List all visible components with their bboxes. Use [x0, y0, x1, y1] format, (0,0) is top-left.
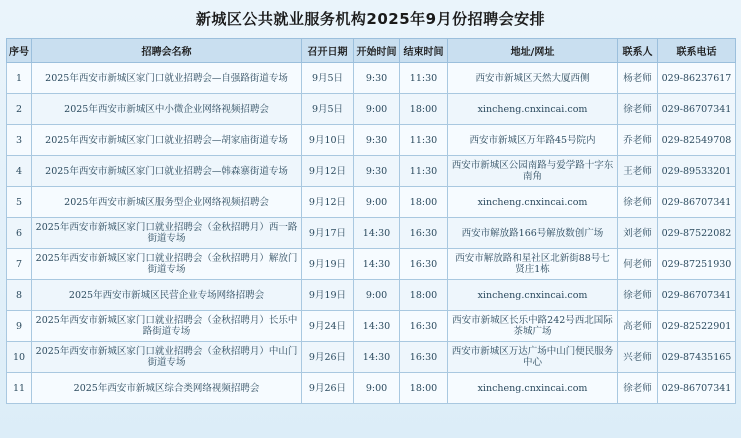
cell-date: 9月12日 — [302, 156, 354, 187]
cell-name: 2025年西安市新城区家门口就业招聘会—胡家庙街道专场 — [32, 125, 302, 156]
cell-no: 11 — [7, 373, 32, 404]
cell-end: 11:30 — [400, 125, 448, 156]
table-row — [7, 94, 736, 125]
cell-date: 9月19日 — [302, 249, 354, 280]
page-title: 新城区公共就业服务机构2025年9月份招聘会安排 — [195, 10, 546, 28]
cell-no: 7 — [7, 249, 32, 280]
table-row — [7, 311, 736, 342]
cell-address: xincheng.cnxincai.com — [448, 187, 618, 218]
cell-end: 18:00 — [400, 373, 448, 404]
cell-start: 14:30 — [354, 311, 400, 342]
cell-name: 2025年西安市新城区家门口就业招聘会（金秋招聘月）长乐中路街道专场 — [32, 311, 302, 342]
cell-date: 9月5日 — [302, 94, 354, 125]
cell-no: 9 — [7, 311, 32, 342]
cell-end: 11:30 — [400, 63, 448, 94]
cell-end: 16:30 — [400, 249, 448, 280]
cell-contact: 高老师 — [618, 311, 658, 342]
cell-end: 16:30 — [400, 311, 448, 342]
cell-name: 2025年西安市新城区家门口就业招聘会—韩森寨街道专场 — [32, 156, 302, 187]
cell-phone: 029-86707341 — [658, 373, 736, 404]
cell-no: 6 — [7, 218, 32, 249]
cell-start: 9:00 — [354, 373, 400, 404]
cell-contact: 乔老师 — [618, 125, 658, 156]
cell-date: 9月19日 — [302, 280, 354, 311]
header-phone: 联系电话 — [658, 39, 736, 63]
cell-address: 西安市新城区万年路45号院内 — [448, 125, 618, 156]
table-row — [7, 373, 736, 404]
cell-phone: 029-86707341 — [658, 187, 736, 218]
cell-no: 3 — [7, 125, 32, 156]
cell-date: 9月26日 — [302, 342, 354, 373]
cell-date: 9月24日 — [302, 311, 354, 342]
cell-contact: 杨老师 — [618, 63, 658, 94]
cell-start: 9:00 — [354, 280, 400, 311]
header-date: 召开日期 — [302, 39, 354, 63]
cell-start: 9:00 — [354, 187, 400, 218]
cell-address: 西安市新城区公园南路与爱学路十字东南角 — [448, 156, 618, 187]
table-row — [7, 249, 736, 280]
cell-no: 2 — [7, 94, 32, 125]
cell-date: 9月10日 — [302, 125, 354, 156]
cell-address: xincheng.cnxincai.com — [448, 373, 618, 404]
cell-phone: 029-86707341 — [658, 94, 736, 125]
cell-contact: 徐老师 — [618, 280, 658, 311]
cell-address: xincheng.cnxincai.com — [448, 280, 618, 311]
header-contact: 联系人 — [618, 39, 658, 63]
cell-name: 2025年西安市新城区家门口就业招聘会（金秋招聘月）中山门街道专场 — [32, 342, 302, 373]
cell-address: 西安市新城区长乐中路242号西北国际茶城广场 — [448, 311, 618, 342]
table-row — [7, 280, 736, 311]
cell-name: 2025年西安市新城区综合类网络视频招聘会 — [32, 373, 302, 404]
table-row — [7, 218, 736, 249]
cell-contact: 何老师 — [618, 249, 658, 280]
cell-start: 14:30 — [354, 218, 400, 249]
table-row — [7, 63, 736, 94]
cell-start: 9:30 — [354, 125, 400, 156]
cell-no: 5 — [7, 187, 32, 218]
cell-end: 18:00 — [400, 187, 448, 218]
cell-date: 9月26日 — [302, 373, 354, 404]
table-header-row — [7, 39, 736, 63]
cell-end: 18:00 — [400, 280, 448, 311]
header-address: 地址/网址 — [448, 39, 618, 63]
cell-address: xincheng.cnxincai.com — [448, 94, 618, 125]
cell-no: 1 — [7, 63, 32, 94]
cell-contact: 刘老师 — [618, 218, 658, 249]
cell-start: 9:30 — [354, 156, 400, 187]
header-no: 序号 — [7, 39, 32, 63]
cell-address: 西安市新城区万达广场中山门便民服务中心 — [448, 342, 618, 373]
cell-start: 14:30 — [354, 342, 400, 373]
cell-start: 9:30 — [354, 63, 400, 94]
cell-phone: 029-86237617 — [658, 63, 736, 94]
table-row — [7, 187, 736, 218]
cell-end: 18:00 — [400, 94, 448, 125]
cell-phone: 029-87435165 — [658, 342, 736, 373]
cell-name: 2025年西安市新城区民营企业专场网络招聘会 — [32, 280, 302, 311]
cell-address: 西安市解放路166号解放数创广场 — [448, 218, 618, 249]
cell-address: 西安市解放路和星社区北新街88号七贤庄1栋 — [448, 249, 618, 280]
cell-name: 2025年西安市新城区家门口就业招聘会（金秋招聘月）解放门街道专场 — [32, 249, 302, 280]
cell-end: 16:30 — [400, 218, 448, 249]
cell-phone: 029-89533201 — [658, 156, 736, 187]
header-end: 结束时间 — [400, 39, 448, 63]
cell-no: 10 — [7, 342, 32, 373]
cell-end: 16:30 — [400, 342, 448, 373]
table-body — [7, 63, 736, 404]
cell-name: 2025年西安市新城区服务型企业网络视频招聘会 — [32, 187, 302, 218]
cell-date: 9月17日 — [302, 218, 354, 249]
cell-name: 2025年西安市新城区中小微企业网络视频招聘会 — [32, 94, 302, 125]
header-start: 开始时间 — [354, 39, 400, 63]
table-row — [7, 125, 736, 156]
cell-contact: 兴老师 — [618, 342, 658, 373]
cell-phone: 029-82549708 — [658, 125, 736, 156]
cell-name: 2025年西安市新城区家门口就业招聘会—自强路街道专场 — [32, 63, 302, 94]
cell-phone: 029-86707341 — [658, 280, 736, 311]
cell-no: 4 — [7, 156, 32, 187]
cell-contact: 王老师 — [618, 156, 658, 187]
cell-contact: 徐老师 — [618, 94, 658, 125]
cell-date: 9月12日 — [302, 187, 354, 218]
cell-phone: 029-87522082 — [658, 218, 736, 249]
cell-name: 2025年西安市新城区家门口就业招聘会（金秋招聘月）西一路街道专场 — [32, 218, 302, 249]
table-row — [7, 156, 736, 187]
cell-no: 8 — [7, 280, 32, 311]
cell-end: 11:30 — [400, 156, 448, 187]
table-row — [7, 342, 736, 373]
cell-contact: 徐老师 — [618, 187, 658, 218]
cell-phone: 029-87251930 — [658, 249, 736, 280]
cell-start: 9:00 — [354, 94, 400, 125]
job-fair-table — [6, 38, 736, 404]
cell-start: 14:30 — [354, 249, 400, 280]
cell-contact: 徐老师 — [618, 373, 658, 404]
cell-address: 西安市新城区天然大厦西侧 — [448, 63, 618, 94]
header-name: 招聘会名称 — [32, 39, 302, 63]
cell-date: 9月5日 — [302, 63, 354, 94]
cell-phone: 029-82522901 — [658, 311, 736, 342]
